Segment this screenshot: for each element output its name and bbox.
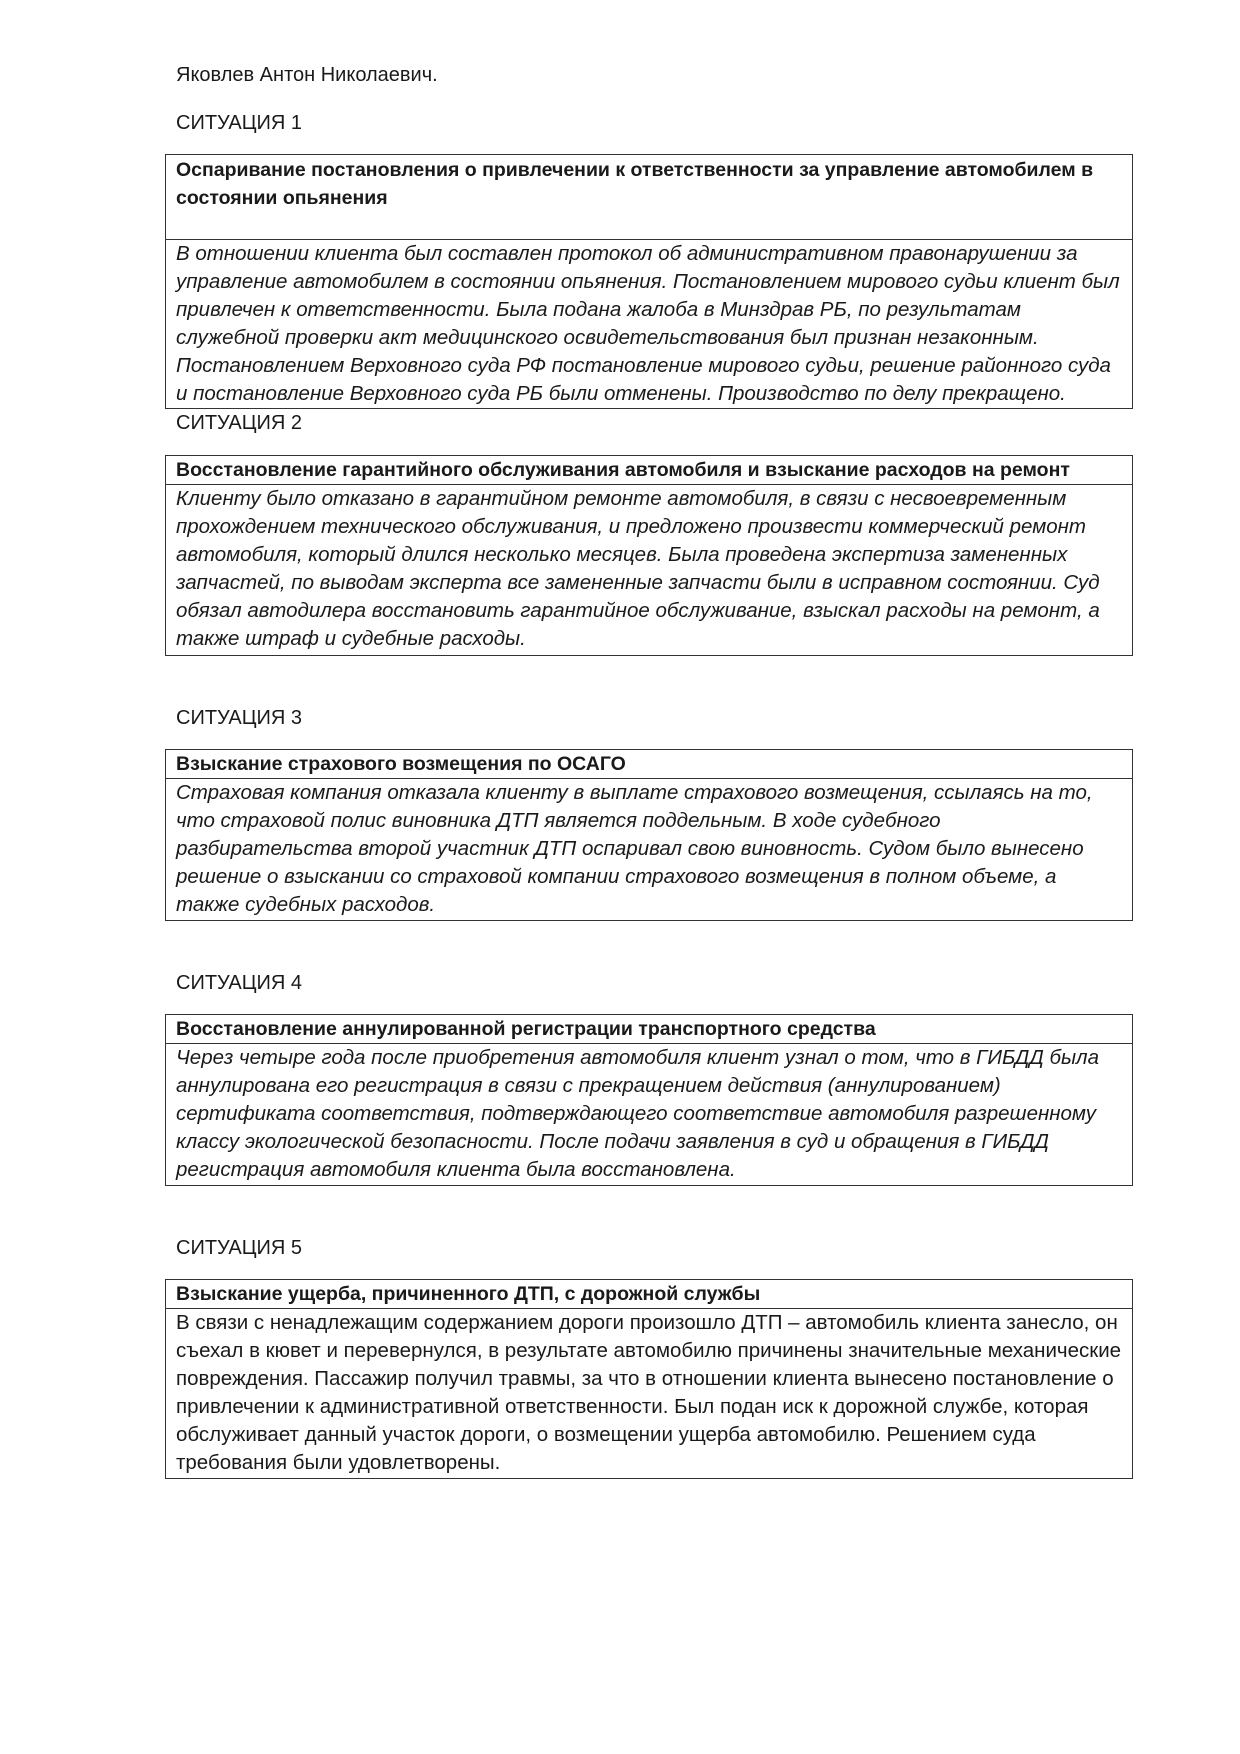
situation-3-table [165,749,1133,921]
situation-1-title: Оспаривание постановления о привлечении к ответственности за управление автомобилем в состоянии опьянения [166,155,1132,240]
situation-2-body: Клиенту было отказано в гарантийном ремонте автомобиля, в связи с несвоевременным прохождением технического обслуживания, и предложено произвести коммерческий ремонт автомобиля, который длился несколько месяцев. Была проведена экспертиза замененных запчастей, по выводам эксперта все замененные запчасти были в исправном состоянии. Суд обязал автодилера восстановить гарантийное обслуживание, взыскал расходы на ремонт, а также штраф и судебные расходы. [176,487,1100,650]
situation-4-label: СИТУАЦИЯ 4 [176,972,303,994]
situation-4-body: Через четыре года после приобретения автомобиля клиент узнал о том, что в ГИБДД была аннулирована его регистрация в связи с прекращением действия (аннулированием) сертификата соответствия, подтверждающего соответствие автомобиля разрешенному классу экологической безопасности. После подачи заявления в суд и обращения в ГИБДД регистрация автомобиля клиента была восстановлена. [176,1046,1100,1181]
situation-5-body: В связи с ненадлежащим содержанием дороги произошло ДТП – автомобиль клиента занесло, он съехал в кювет и перевернулся, в результате автомобилю причинены значительные механические повреждения. Пассажир получил травмы, за что в отношении клиента вынесено постановление о привлечении к административной ответственности. Был подан иск к дорожной службе, которая обслуживает данный участок дороги, о возмещении ущерба автомобилю. Решением суда требования были удовлетворены. [176,1311,1122,1474]
author-name: Яковлев Антон Николаевич. [176,64,438,86]
situation-3-body: Страховая компания отказала клиенту в выплате страхового возмещения, ссылаясь на то, что страховой полис виновника ДТП является поддельным. В ходе судебного разбирательства второй участник ДТП оспаривал свою виновность. Судом было вынесено решение о взыскании со страховой компании страхового возмещения в полном объеме, а также судебных расходов. [176,781,1093,916]
situation-2-label: СИТУАЦИЯ 2 [176,412,303,434]
situation-2-table [165,455,1133,656]
situation-5-table [165,1279,1133,1479]
situation-5-title: Взыскание ущерба, причиненного ДТП, с дорожной службы [166,1280,1132,1309]
situation-4-title: Восстановление аннулированной регистрации транспортного средства [166,1015,1132,1044]
situation-2-title: Восстановление гарантийного обслуживания автомобиля и взыскание расходов на ремонт [166,456,1132,485]
situation-3-label: СИТУАЦИЯ 3 [176,707,303,729]
situation-3-title: Взыскание страхового возмещения по ОСАГО [166,750,1132,779]
situation-1-body: В отношении клиента был составлен протокол об административном правонарушении за управление автомобилем в состоянии опьянения. Постановлением мирового судьи клиент был привлечен к ответственности. Была подана жалоба в Минздрав РБ, по результатам служебной проверки акт медицинского освидетельствования был признан незаконным. Постановлением Верховного суда РФ постановление мирового судьи, решение районного суда и постановление Верховного суда РБ были отменены. Производство по делу прекращено. [176,242,1120,405]
situation-5-label: СИТУАЦИЯ 5 [176,1237,303,1259]
situation-4-table [165,1014,1133,1186]
situation-1-label: СИТУАЦИЯ 1 [176,112,303,134]
situation-1-table [165,154,1133,409]
